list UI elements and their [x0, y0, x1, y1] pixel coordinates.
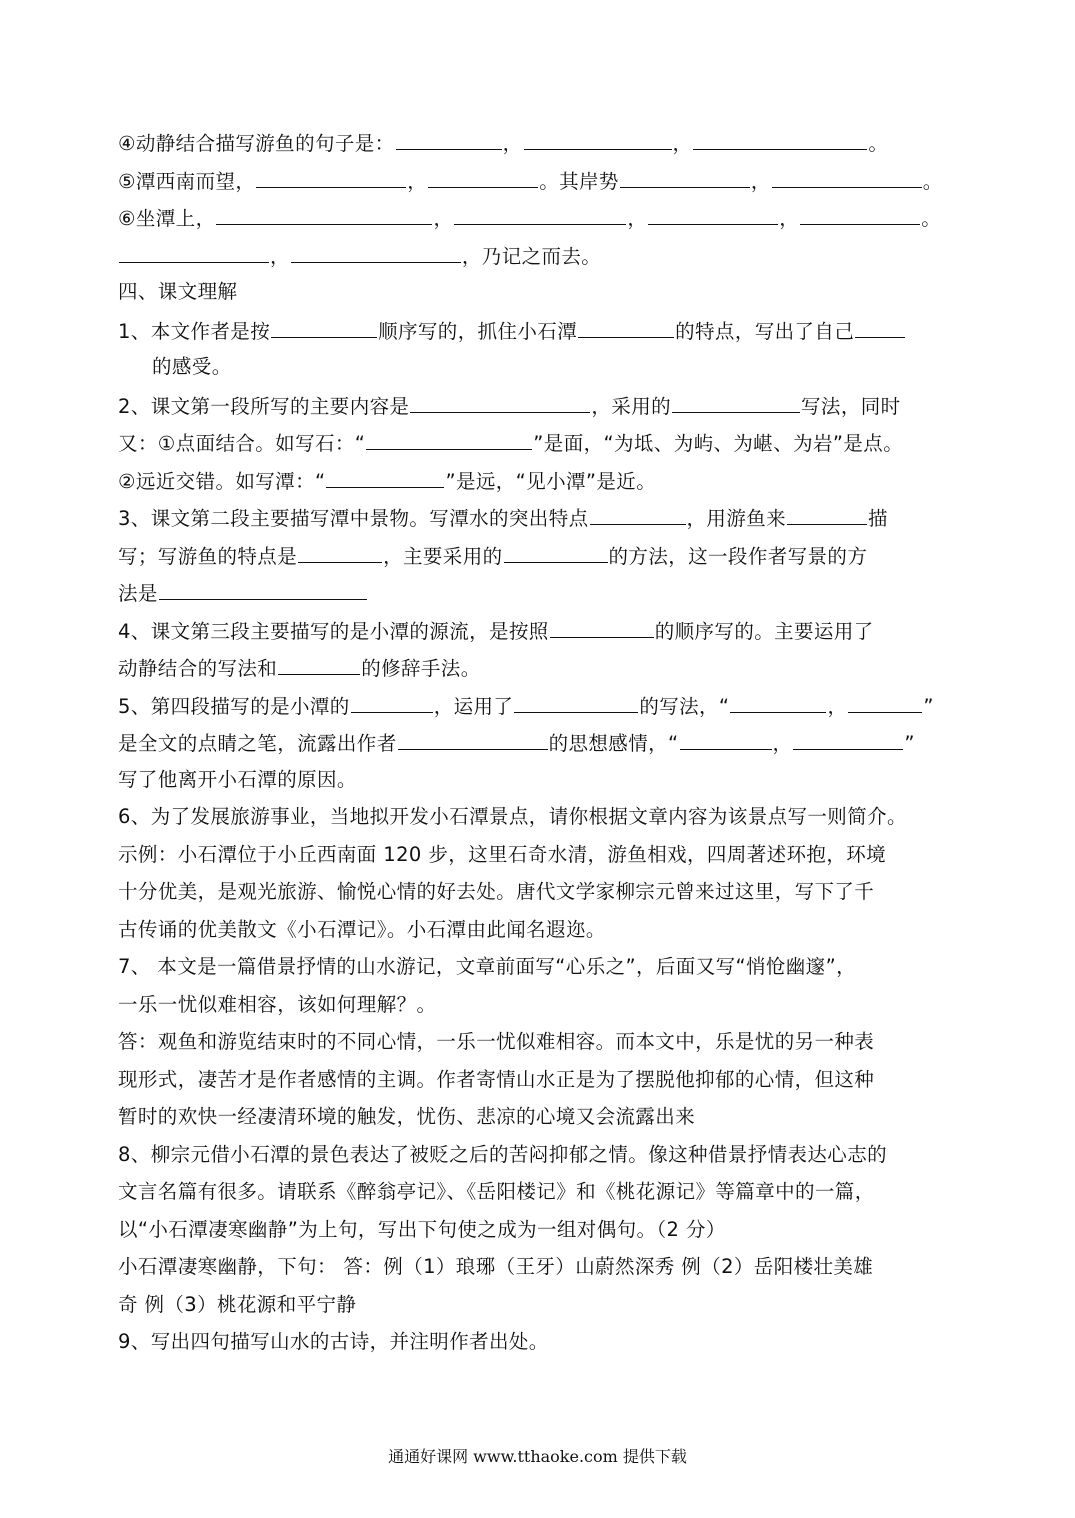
prompt-text: ”是面，“为坻、为屿、为嵁、为岩”是点。: [533, 432, 904, 455]
prompt-text: 。其岸势: [539, 169, 619, 193]
punct: ，: [433, 207, 454, 230]
answer-blank[interactable]: [351, 686, 433, 713]
answer-blank[interactable]: [590, 498, 686, 525]
prompt-text: 的写法，“: [639, 694, 730, 718]
question-4-line2: [118, 648, 960, 686]
answer-blank[interactable]: [693, 123, 867, 150]
prompt-text: 1、本文作者是按: [118, 319, 271, 343]
prompt-text: 是全文的点睛之笔，流露出作者: [118, 732, 397, 755]
prompt-text: 写法，同时: [801, 394, 901, 418]
prompt-text: 4、课文第三段主要描写的是小潭的源流，是按照: [118, 619, 549, 643]
question-2: [118, 386, 960, 424]
prompt-text: 5、第四段描写的是小潭的: [118, 694, 350, 718]
fill-line-5: [118, 161, 960, 199]
answer-blank[interactable]: [119, 236, 269, 263]
prompt-text: ，乃记之而去。: [461, 244, 602, 268]
answer-blank[interactable]: [398, 723, 548, 750]
footer-credit: 通通好课网 www.tthaoke.com 提供下载: [388, 1447, 687, 1466]
punct: 。: [921, 207, 942, 230]
answer-blank[interactable]: [256, 161, 406, 188]
answer-blank[interactable]: [793, 723, 903, 750]
question-6-line3: 十分优美，是观光旅游、愉悦心情的好去处。唐代文学家柳宗元曾来过这里，写下了千: [118, 880, 875, 903]
punct: 。: [922, 169, 943, 193]
answer-blank[interactable]: [855, 311, 905, 338]
question-7-answer-2: 现形式，凄苦才是作者感情的主调。作者寄情山水正是为了摆脱他抑郁的心情，但这种: [118, 1067, 875, 1091]
prompt-text: 的方法，这一段作者写景的方: [608, 544, 868, 568]
answer-blank[interactable]: [291, 236, 461, 263]
answer-blank[interactable]: [298, 536, 382, 563]
question-9: 9、写出四句描写山水的古诗，并注明作者出处。: [118, 1330, 549, 1353]
answer-blank[interactable]: [514, 686, 638, 713]
answer-blank[interactable]: [410, 386, 590, 413]
answer-blank[interactable]: [848, 686, 922, 713]
answer-blank[interactable]: [216, 198, 432, 225]
question-6-line2: 示例：小石潭位于小丘西南面 120 步，这里石奇水清，游鱼相戏，四周著述环抱，环境: [118, 842, 887, 866]
prompt-text: 写；写游鱼的特点是: [118, 544, 298, 568]
answer-blank[interactable]: [454, 198, 626, 225]
answer-blank[interactable]: [504, 536, 608, 563]
prompt-text: ，用游鱼来: [686, 507, 787, 530]
punct: ，: [502, 132, 523, 155]
prompt-text: 的修辞手法。: [361, 657, 481, 680]
prompt-text: ②远近交错。如写潭：“: [118, 469, 326, 493]
question-8-answer: 小石潭凄寒幽静，下句： 答：例（1）琅琊（王牙）山蔚然深秀 例（2）岳阳楼壮美雄: [118, 1255, 874, 1278]
prompt-text: ，运用了: [433, 694, 514, 718]
question-5-line3: 写了他离开小石潭的原因。: [118, 767, 357, 791]
question-3-line3: [118, 573, 960, 611]
prompt-text: 法是: [118, 582, 158, 605]
prompt-text: ，采用的: [591, 394, 672, 418]
punct: ，: [627, 207, 648, 230]
question-2-line2: [118, 423, 960, 461]
fill-line-4: [118, 123, 960, 161]
fill-line-6b: [118, 236, 960, 274]
question-7: 7、 本文是一篇借景抒情的山水游记，文章前面写“心乐之”，后面又写“悄怆幽邃”，: [118, 955, 857, 978]
prompt-text: 描: [868, 507, 888, 530]
prompt-text: 顺序写的，抓住小石潭: [378, 319, 578, 343]
punct: ”: [904, 732, 915, 755]
fill-line-6: [118, 198, 960, 236]
answer-blank[interactable]: [672, 386, 800, 413]
punct: ，: [779, 207, 800, 230]
answer-blank[interactable]: [680, 723, 772, 750]
question-4: [118, 611, 960, 649]
answer-blank[interactable]: [787, 498, 867, 525]
answer-blank[interactable]: [428, 161, 538, 188]
prompt-text: 动静结合的写法和: [118, 657, 278, 680]
prompt-text: ⑤潭西南而望，: [118, 169, 256, 193]
question-7-line2: 一乐一忧似难相容，该如何理解？。: [118, 992, 437, 1016]
punct: ，: [827, 694, 848, 718]
question-7-answer: 答：观鱼和游览结束时的不同心情，一乐一忧似难相容。而本文中，乐是忧的另一种表: [118, 1030, 875, 1053]
question-8-answer-2: 奇 例（3）桃花源和平宁静: [118, 1292, 357, 1316]
answer-blank[interactable]: [271, 311, 377, 338]
answer-blank[interactable]: [578, 311, 674, 338]
question-8: 8、柳宗元借小石潭的景色表达了被贬之后的苦闷抑郁之情。像这种借景抒情表达心志的: [118, 1142, 888, 1166]
question-2-line3: [118, 461, 960, 499]
answer-blank[interactable]: [772, 161, 922, 188]
prompt-text: 又：①点面结合。如写石：“: [118, 432, 366, 455]
question-8-line2: 文言名篇有很多。请联系《醉翁亭记》、《岳阳楼记》和《桃花源记》等篇章中的一篇，: [118, 1180, 875, 1203]
prompt-text: ④动静结合描写游鱼的句子是：: [118, 132, 395, 155]
answer-blank[interactable]: [730, 686, 826, 713]
prompt-text: 的顺序写的。主要运用了: [654, 619, 874, 643]
answer-blank[interactable]: [524, 123, 672, 150]
punct: ”: [923, 694, 934, 718]
worksheet-page: [118, 123, 960, 1361]
prompt-text: 2、课文第一段所写的主要内容是: [118, 394, 410, 418]
prompt-text: 的特点，写出了自己: [675, 319, 855, 343]
question-3: [118, 498, 960, 536]
answer-blank[interactable]: [620, 161, 750, 188]
answer-blank[interactable]: [648, 198, 778, 225]
punct: ，: [772, 732, 793, 755]
prompt-text: ，主要采用的: [383, 544, 503, 568]
punct: ，: [270, 244, 290, 268]
punct: 。: [868, 132, 889, 155]
punct: ，: [672, 132, 693, 155]
answer-blank[interactable]: [366, 423, 532, 450]
question-5: [118, 686, 960, 724]
answer-blank[interactable]: [396, 123, 502, 150]
punct: ，: [750, 169, 771, 193]
question-6-line4: 古传诵的优美散文《小石潭记》。小石潭由此闻名遐迩。: [118, 917, 606, 941]
prompt-text: ”是远，“见小潭”是近。: [445, 469, 657, 493]
answer-blank[interactable]: [278, 648, 360, 675]
prompt-text: ⑥坐潭上，: [118, 207, 216, 230]
answer-blank[interactable]: [550, 611, 654, 638]
question-3-line2: [118, 536, 960, 574]
prompt-text: 3、课文第二段主要描写潭中景物。写潭水的突出特点: [118, 507, 589, 530]
answer-blank[interactable]: [800, 198, 920, 225]
question-7-answer-3: 暂时的欢快一经凄清环境的触发，忧伤、悲凉的心境又会流露出来: [118, 1105, 696, 1128]
question-8-line3: 以“小石潭凄寒幽静”为上句，写出下句使之成为一组对偶句。（2 分）: [118, 1217, 726, 1241]
punct: ，: [407, 169, 428, 193]
prompt-text: 的思想感情，“: [548, 732, 679, 755]
question-1: [118, 311, 960, 349]
section-title: 四、课文理解: [118, 280, 238, 303]
answer-blank[interactable]: [159, 573, 367, 600]
question-5-line2: [118, 723, 960, 761]
question-1-cont: 的感受。: [152, 355, 232, 378]
answer-blank[interactable]: [326, 461, 444, 488]
question-6: 6、为了发展旅游事业，当地拟开发小石潭景点，请你根据文章内容为该景点写一则简介。: [118, 805, 907, 828]
